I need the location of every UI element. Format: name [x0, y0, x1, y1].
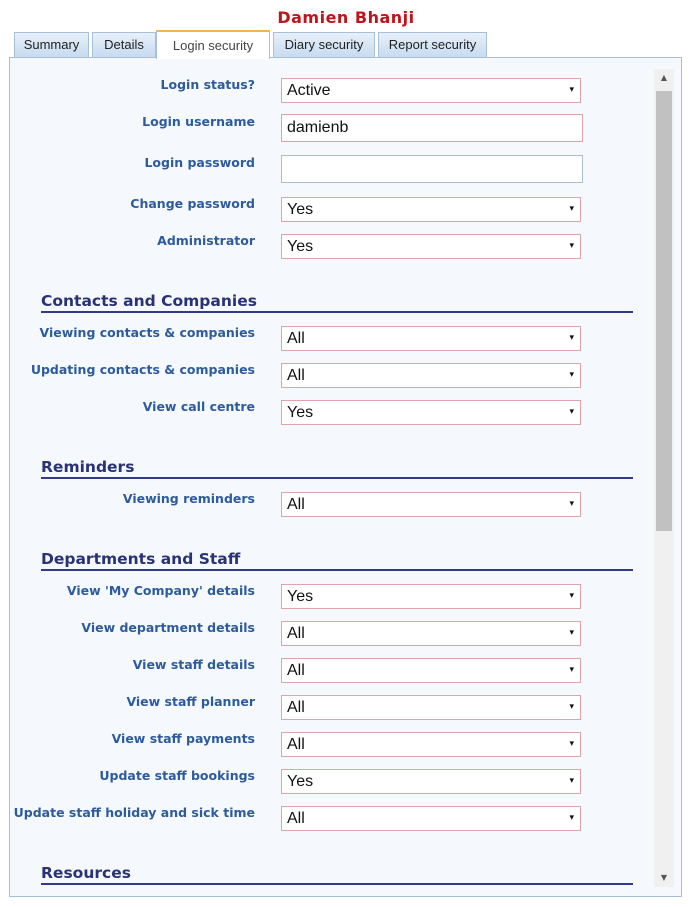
scrollbar-thumb[interactable] — [656, 91, 672, 531]
chevron-down-icon: ▾ — [569, 407, 574, 417]
tab-details[interactable]: Details — [92, 32, 156, 57]
scroll-down-icon[interactable]: ▼ — [660, 873, 668, 882]
administrator-select[interactable] — [281, 234, 581, 259]
updating-contacts-row — [10, 362, 650, 392]
change-password-value: Yes — [287, 201, 314, 218]
login-username-label: Login username — [142, 114, 255, 129]
chevron-down-icon: ▾ — [569, 739, 574, 749]
chevron-down-icon: ▾ — [569, 813, 574, 823]
chevron-down-icon: ▾ — [569, 370, 574, 380]
chevron-down-icon: ▾ — [569, 333, 574, 343]
my-company-value: Yes — [287, 588, 314, 605]
my-company-select[interactable] — [281, 584, 581, 609]
login-security-panel — [9, 57, 682, 897]
chevron-down-icon: ▾ — [569, 85, 574, 95]
department-details-value: All — [287, 625, 305, 642]
staff-planner-label: View staff planner — [126, 694, 255, 709]
viewing-reminders-label: Viewing reminders — [122, 491, 255, 506]
viewing-contacts-select[interactable] — [281, 326, 581, 351]
login-password-row — [10, 155, 650, 185]
staff-planner-select[interactable] — [281, 695, 581, 720]
viewing-reminders-row — [10, 491, 650, 521]
scroll-up-icon[interactable]: ▲ — [660, 73, 668, 82]
department-details-label: View department details — [81, 620, 255, 635]
department-details-row — [10, 620, 650, 650]
staff-details-label: View staff details — [132, 657, 255, 672]
administrator-row — [10, 233, 650, 263]
updating-contacts-label: Updating contacts & companies — [30, 362, 255, 377]
staff-holiday-row — [10, 805, 650, 835]
staff-bookings-label: Update staff bookings — [99, 768, 255, 783]
staff-holiday-select[interactable] — [281, 806, 581, 831]
viewing-reminders-value: All — [287, 496, 305, 513]
login-password-input[interactable] — [281, 155, 583, 183]
login-status-select[interactable] — [281, 78, 581, 103]
staff-payments-row — [10, 731, 650, 761]
chevron-down-icon: ▾ — [569, 204, 574, 214]
call-centre-label: View call centre — [142, 399, 255, 414]
administrator-value: Yes — [287, 238, 314, 255]
login-username-input[interactable]: damienb — [281, 114, 583, 142]
staff-planner-value: All — [287, 699, 305, 716]
reminders-section-header — [41, 451, 633, 479]
resources-section-header — [41, 857, 633, 885]
staff-payments-label: View staff payments — [111, 731, 255, 746]
tab-diary-security[interactable]: Diary security — [273, 32, 375, 57]
call-centre-row — [10, 399, 650, 429]
my-company-row — [10, 583, 650, 613]
my-company-label: View 'My Company' details — [66, 583, 255, 598]
change-password-label: Change password — [130, 196, 255, 211]
chevron-down-icon: ▾ — [569, 628, 574, 638]
login-status-row — [10, 77, 650, 107]
chevron-down-icon: ▾ — [569, 591, 574, 601]
chevron-down-icon: ▾ — [569, 665, 574, 675]
tab-summary[interactable]: Summary — [14, 32, 89, 57]
login-status-label: Login status? — [160, 77, 255, 92]
chevron-down-icon: ▾ — [569, 776, 574, 786]
staff-details-select[interactable] — [281, 658, 581, 683]
change-password-select[interactable] — [281, 197, 581, 222]
viewing-contacts-label: Viewing contacts & companies — [39, 325, 255, 340]
departments-section-title: Departments and Staff — [41, 550, 241, 568]
staff-payments-value: All — [287, 736, 305, 753]
updating-contacts-value: All — [287, 367, 305, 384]
chevron-down-icon: ▾ — [569, 241, 574, 251]
resources-section-title: Resources — [41, 864, 131, 882]
viewing-contacts-value: All — [287, 330, 305, 347]
staff-holiday-label: Update staff holiday and sick time — [13, 805, 255, 820]
contacts-section-title: Contacts and Companies — [41, 292, 257, 310]
chevron-down-icon: ▾ — [569, 499, 574, 509]
staff-holiday-value: All — [287, 810, 305, 827]
tab-report-security[interactable]: Report security — [378, 32, 487, 57]
staff-payments-select[interactable] — [281, 732, 581, 757]
chevron-down-icon: ▾ — [569, 702, 574, 712]
call-centre-value: Yes — [287, 404, 314, 421]
staff-bookings-select[interactable] — [281, 769, 581, 794]
reminders-section-title: Reminders — [41, 458, 135, 476]
staff-details-row — [10, 657, 650, 687]
administrator-label: Administrator — [157, 233, 255, 248]
staff-bookings-value: Yes — [287, 773, 314, 790]
staff-bookings-row — [10, 768, 650, 798]
department-details-select[interactable] — [281, 621, 581, 646]
login-status-value: Active — [287, 82, 331, 99]
contacts-section-header — [41, 285, 633, 313]
login-password-label: Login password — [144, 155, 255, 170]
login-username-row — [10, 114, 650, 144]
staff-planner-row — [10, 694, 650, 724]
updating-contacts-select[interactable] — [281, 363, 581, 388]
viewing-contacts-row — [10, 325, 650, 355]
tab-login-security[interactable]: Login security — [156, 30, 270, 59]
departments-section-header — [41, 543, 633, 571]
change-password-row — [10, 196, 650, 226]
viewing-reminders-select[interactable] — [281, 492, 581, 517]
call-centre-select[interactable] — [281, 400, 581, 425]
page-title: Damien Bhanji — [277, 8, 415, 27]
vertical-scrollbar[interactable] — [654, 69, 674, 887]
staff-details-value: All — [287, 662, 305, 679]
